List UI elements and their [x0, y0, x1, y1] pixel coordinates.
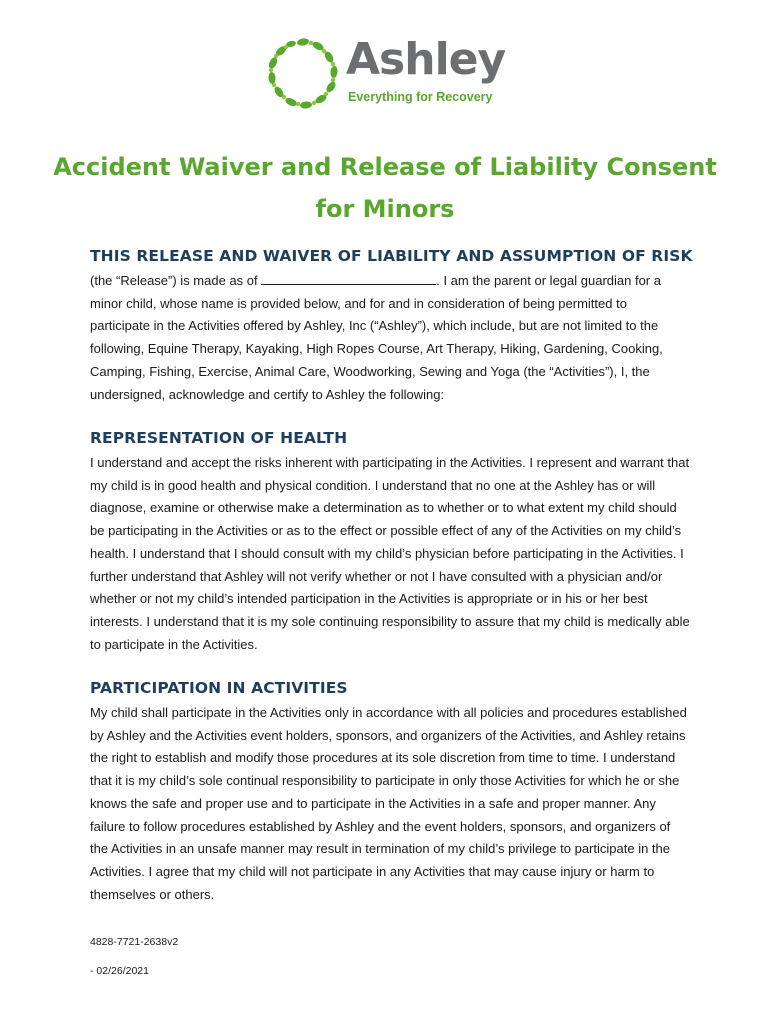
document-title	[40, 146, 730, 230]
section-heading-participation: PARTICIPATION IN ACTIVITIES	[90, 679, 348, 697]
section-heading-health: REPRESENTATION OF HEALTH	[90, 429, 348, 447]
title-line-1: Accident Waiver and Release of Liability Consent	[53, 153, 717, 181]
logo-tagline: Everything for Recovery	[348, 90, 493, 104]
title-line-2: for Minors	[315, 195, 455, 223]
document-id: 4828-7721-2638v2	[90, 936, 179, 948]
ashley-logo	[262, 34, 512, 114]
release-text-start: (the “Release”) is made as of	[90, 273, 262, 288]
section-body-health: I understand and accept the risks inherent with participating in the Activities. I represent and warrant that my child is in good health and physical condition. I understand that no one at the Ashley has or will diagnose, examine or otherwise make a determination as to whether or to what extent my child should be participating in the Activities or as to the effect or possible effect of any of the Activities on my child’s health. I understand that I should consult with my child’s physician before participating in the Activities. I further understand that Ashley will not verify whether or not I have consulted with a physician and/or whether or not my child’s intended participation in the Activities is appropriate or in his or her best interests. I understand that it is my sole continuing responsibility to assure that my child is medically able to participate in the Activities.	[90, 455, 690, 652]
section-heading-release: THIS RELEASE AND WAIVER OF LIABILITY AND ASSUMPTION OF RISK	[90, 247, 693, 265]
date-blank-line[interactable]	[261, 273, 436, 285]
document-date: - 02/26/2021	[90, 965, 149, 977]
release-text-rest: . I am the parent or legal guardian for a minor child, whose name is provided below, and for and in consideration of being permitted to participate in the Activities offered by Ashley, Inc (“Ashley”), which include, but are not limited to the following, Equine Therapy, Kayaking, High Ropes Course, Art Therapy, Hiking, Gardening, Cooking, Camping, Fishing, Exercise, Animal Care, Woodworking, Sewing and Yoga (the “Activities”), I, the undersigned, acknowledge and certify to Ashley the following:	[90, 273, 663, 402]
section-body-release	[90, 270, 690, 406]
leaf-wreath-icon	[262, 34, 344, 114]
section-body-participation: My child shall participate in the Activities only in accordance with all policies and procedures established by Ashley and the Activities event holders, sponsors, and organizers of the Activities, and Ashley retains the right to establish and modify those procedures at its sole discretion from time to time. I understand that it is my child’s sole continual responsibility to participate in only those Activities for which he or she knows the safe and proper use and to participate in the Activities in a safe and proper manner. Any failure to follow procedures established by Ashley and the event holders, sponsors, and organizers of the Activities in an unsafe manner may result in termination of my child’s privilege to participate in the Activities. I agree that my child will not participate in any Activities that may cause injury or harm to themselves or others.	[90, 705, 687, 902]
logo-wordmark: Ashley	[346, 34, 506, 85]
